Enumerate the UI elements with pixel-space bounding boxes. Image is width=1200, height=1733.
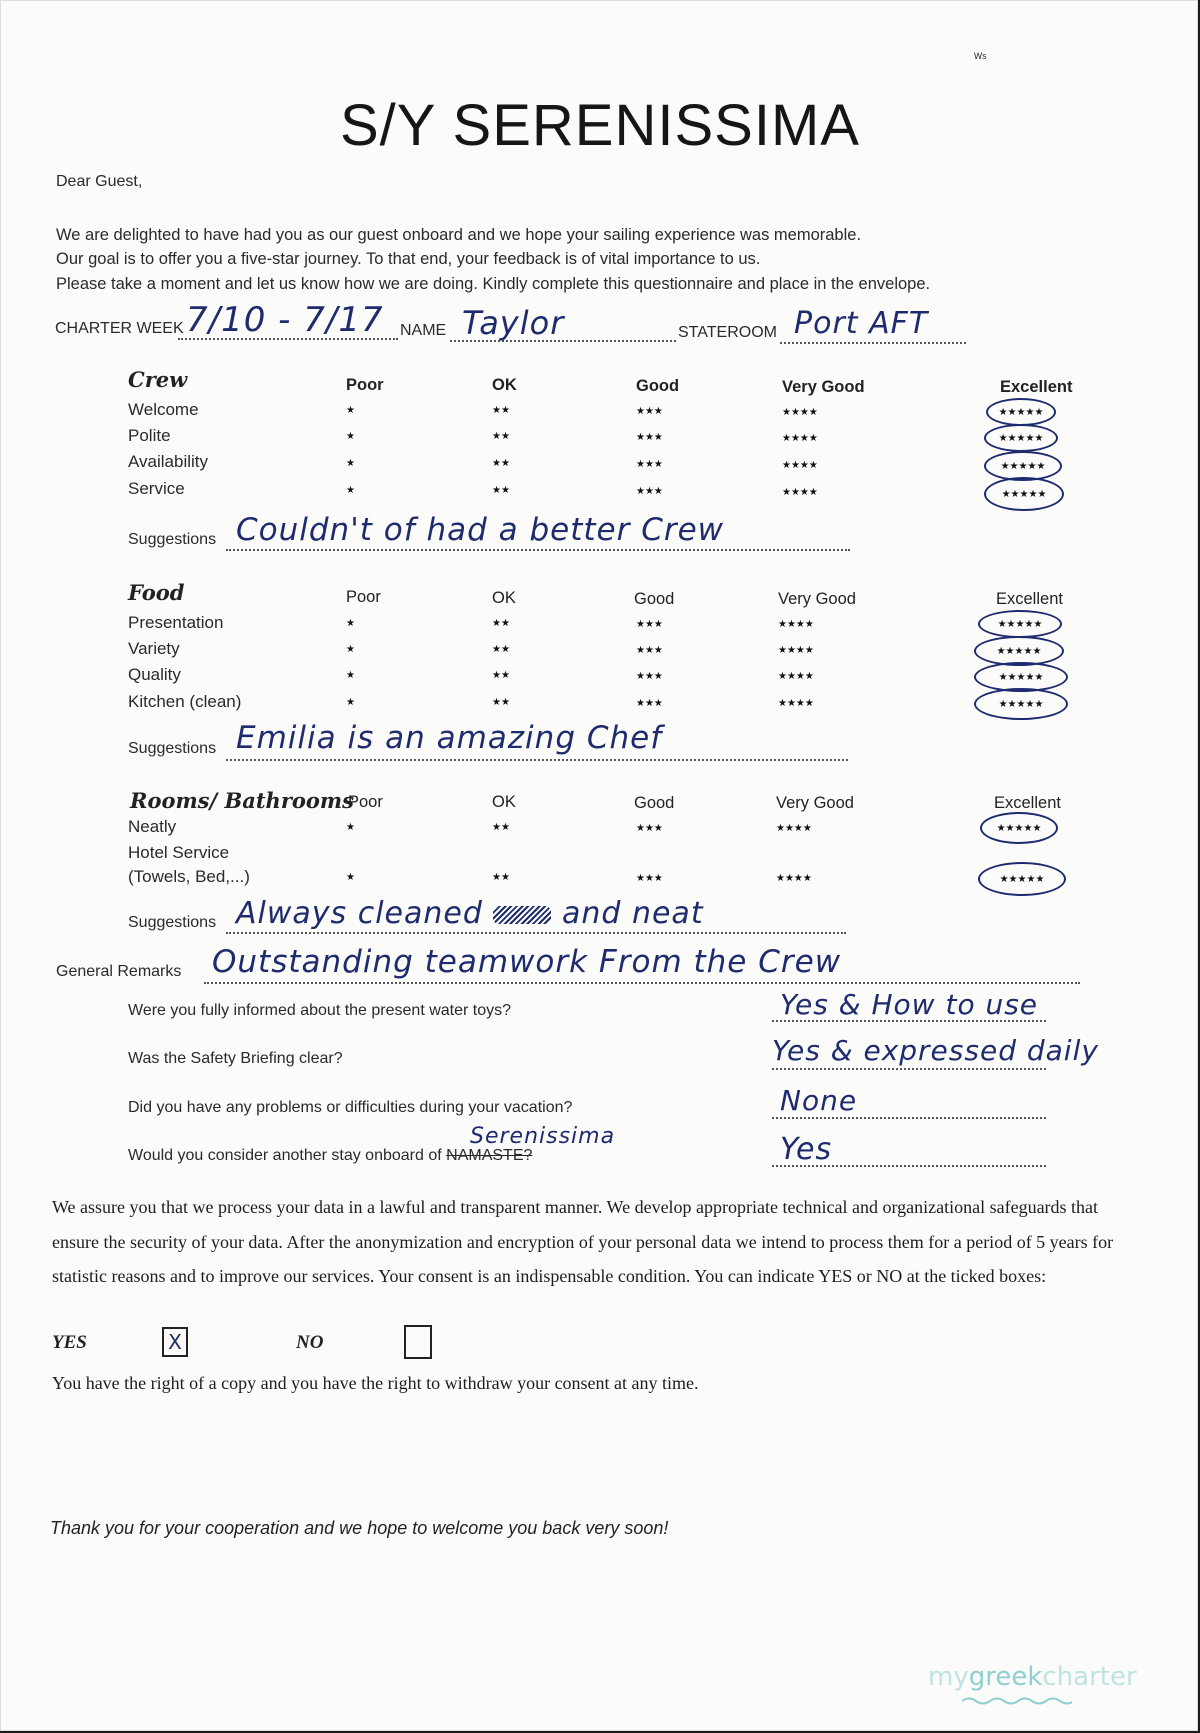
food-col-ok: OK: [492, 589, 516, 607]
stateroom-label: STATEROOM: [678, 324, 777, 341]
crew-service-poor-stars[interactable]: ★: [346, 485, 355, 496]
crew-suggestions-line: [226, 549, 850, 551]
question-stay-again-struck: NAMASTE?: [446, 1147, 533, 1164]
crew-polite-ok-stars[interactable]: ★★: [492, 431, 510, 442]
crew-availability-verygood-stars[interactable]: ★★★★: [782, 460, 818, 471]
rooms-hotel-ok-stars[interactable]: ★★: [492, 872, 510, 883]
crew-row-welcome: Welcome: [128, 400, 199, 419]
consent-no-checkbox[interactable]: [404, 1325, 432, 1359]
rooms-col-very-good: Very Good: [776, 794, 854, 812]
question-problems: Did you have any problems or difficulties during your vacation?: [128, 1099, 573, 1116]
corner-mark: ᵂˢ: [974, 50, 987, 65]
rooms-suggestions-value[interactable]: [236, 896, 704, 931]
crew-section-title: Crew: [128, 367, 188, 392]
rooms-suggestions-value-a: Always cleaned: [236, 896, 483, 931]
food-kitchen-good-stars[interactable]: ★★★: [636, 698, 663, 709]
watermark-post: charter: [1042, 1662, 1137, 1692]
answer-safety-briefing-line: [772, 1068, 1046, 1070]
crew-service-ok-stars[interactable]: ★★: [492, 485, 510, 496]
rooms-hotel-verygood-stars[interactable]: ★★★★: [776, 873, 812, 884]
crew-welcome-excellent-selected[interactable]: ★★★★★: [986, 398, 1056, 426]
thank-you-note: Thank you for your cooperation and we hope to welcome you back very soon!: [50, 1518, 669, 1538]
question-stay-again-prefix: Would you consider another stay onboard of: [128, 1147, 442, 1164]
food-presentation-ok-stars[interactable]: ★★: [492, 618, 510, 629]
food-variety-ok-stars[interactable]: ★★: [492, 644, 510, 655]
crew-welcome-good-stars[interactable]: ★★★: [636, 406, 663, 417]
food-quality-ok-stars[interactable]: ★★: [492, 670, 510, 681]
rooms-neatly-good-stars[interactable]: ★★★: [636, 823, 663, 834]
watermark-mid: greek: [968, 1662, 1043, 1692]
rooms-neatly-poor-stars[interactable]: ★: [346, 822, 355, 833]
rooms-hotel-good-stars[interactable]: ★★★: [636, 873, 663, 884]
consent-yes-label: YES: [52, 1332, 87, 1353]
greeting: Dear Guest,: [56, 173, 143, 190]
crew-col-excellent: Excellent: [1000, 378, 1073, 396]
food-variety-excellent-selected[interactable]: ★★★★★: [974, 636, 1064, 666]
page-title: S/Y SERENISSIMA: [340, 93, 860, 158]
watermark-logo: [928, 1662, 1137, 1692]
charter-week-label: CHARTER WEEK: [55, 320, 184, 337]
rooms-row-neatly: Neatly: [128, 817, 177, 836]
food-kitchen-verygood-stars[interactable]: ★★★★: [778, 698, 814, 709]
food-suggestions-line: [226, 759, 848, 761]
intro-line-1: We are delighted to have had you as our guest onboard and we hope your sailing experience was memorable.: [56, 226, 862, 244]
rooms-col-poor: Poor: [348, 793, 383, 811]
food-presentation-good-stars[interactable]: ★★★: [636, 619, 663, 630]
crew-availability-good-stars[interactable]: ★★★: [636, 459, 663, 470]
consent-no-label: NO: [296, 1332, 324, 1353]
rooms-suggestions-value-b: and neat: [561, 896, 704, 931]
food-row-kitchen: Kitchen (clean): [128, 692, 242, 711]
crew-welcome-verygood-stars[interactable]: ★★★★: [782, 407, 818, 418]
general-remarks-value[interactable]: Outstanding teamwork From the Crew: [212, 944, 842, 980]
crew-row-availability: Availability: [128, 452, 209, 471]
scribbled-out-word: [493, 906, 551, 924]
question-stay-again-correction: Serenissima: [470, 1124, 616, 1149]
crew-availability-poor-stars[interactable]: ★: [346, 458, 355, 469]
crew-col-good: Good: [636, 377, 680, 395]
name-value[interactable]: Taylor: [462, 304, 565, 342]
crew-col-ok: OK: [492, 376, 517, 394]
crew-welcome-ok-stars[interactable]: ★★: [492, 405, 510, 416]
charter-week-value[interactable]: 7/10 - 7/17: [186, 300, 384, 340]
intro-line-3: Please take a moment and let us know how we are doing. Kindly complete this questionnaire and place in the envelope.: [56, 275, 931, 293]
rooms-neatly-ok-stars[interactable]: ★★: [492, 822, 510, 833]
watermark-pre: my: [928, 1662, 969, 1692]
food-kitchen-poor-stars[interactable]: ★: [346, 697, 355, 708]
crew-polite-verygood-stars[interactable]: ★★★★: [782, 433, 818, 444]
rooms-col-excellent: Excellent: [994, 794, 1061, 812]
crew-welcome-poor-stars[interactable]: ★: [346, 405, 355, 416]
answer-water-toys[interactable]: Yes & How to use: [780, 988, 1039, 1021]
answer-stay-again[interactable]: Yes: [780, 1132, 833, 1167]
food-row-variety: Variety: [128, 639, 180, 658]
food-quality-good-stars[interactable]: ★★★: [636, 671, 663, 682]
crew-suggestions-label: Suggestions: [128, 531, 217, 548]
rooms-neatly-verygood-stars[interactable]: ★★★★: [776, 823, 812, 834]
food-section-title: Food: [128, 580, 185, 605]
crew-service-excellent-selected[interactable]: ★★★★★: [984, 477, 1064, 511]
rooms-suggestions-label: Suggestions: [128, 914, 217, 931]
crew-suggestions-value[interactable]: Couldn't of had a better Crew: [236, 512, 725, 548]
food-quality-excellent-selected[interactable]: ★★★★★: [974, 662, 1068, 692]
question-safety-briefing: Was the Safety Briefing clear?: [128, 1050, 343, 1067]
food-row-presentation: Presentation: [128, 613, 224, 632]
general-remarks-line: [204, 982, 1080, 984]
crew-availability-excellent-selected[interactable]: ★★★★★: [984, 451, 1062, 481]
rooms-hotel-poor-stars[interactable]: ★: [346, 872, 355, 883]
food-variety-verygood-stars[interactable]: ★★★★: [778, 645, 814, 656]
food-variety-poor-stars[interactable]: ★: [346, 644, 355, 655]
stateroom-value[interactable]: Port AFT: [794, 306, 929, 341]
rooms-col-good: Good: [634, 794, 675, 812]
food-row-quality: Quality: [128, 665, 181, 684]
crew-service-good-stars[interactable]: ★★★: [636, 486, 663, 497]
food-col-poor: Poor: [346, 588, 381, 606]
answer-problems[interactable]: None: [780, 1084, 858, 1117]
question-stay-again: [128, 1147, 532, 1165]
intro-line-2: Our goal is to offer you a five-star journey. To that end, your feedback is of vital importance to us.: [56, 250, 761, 268]
rooms-section-title: Rooms/ Bathrooms: [130, 788, 354, 813]
answer-safety-briefing[interactable]: Yes & expressed daily: [772, 1034, 1099, 1067]
rooms-row-hotel-service: Hotel Service: [128, 843, 230, 862]
consent-text: We assure you that we process your data in a lawful and transparent manner. We develop appropriate technical and organizational safeguards that ensure the security of your data. After the anonymization and encryption of your personal data we intend to process them for a period of 5 years for statistic reasons and to improve our services. Your consent is an indispensable condition. You can indicate YES or NO at the ticked boxes:: [52, 1197, 1114, 1286]
crew-row-service: Service: [128, 479, 185, 498]
food-col-excellent: Excellent: [996, 590, 1063, 608]
crew-polite-poor-stars[interactable]: ★: [346, 431, 355, 442]
crew-polite-good-stars[interactable]: ★★★: [636, 432, 663, 443]
crew-service-verygood-stars[interactable]: ★★★★: [782, 487, 818, 498]
crew-availability-ok-stars[interactable]: ★★: [492, 458, 510, 469]
crew-polite-excellent-selected[interactable]: ★★★★★: [984, 424, 1058, 452]
rooms-neatly-excellent-selected[interactable]: ★★★★★: [980, 812, 1058, 844]
food-suggestions-value[interactable]: Emilia is an amazing Chef: [236, 720, 663, 756]
food-col-very-good: Very Good: [778, 590, 856, 608]
food-variety-good-stars[interactable]: ★★★: [636, 645, 663, 656]
food-suggestions-label: Suggestions: [128, 740, 217, 757]
stateroom-line: [780, 342, 966, 344]
food-quality-verygood-stars[interactable]: ★★★★: [778, 671, 814, 682]
rooms-row-towels-bed: (Towels, Bed,...): [128, 867, 250, 886]
food-quality-poor-stars[interactable]: ★: [346, 670, 355, 681]
food-presentation-poor-stars[interactable]: ★: [346, 618, 355, 629]
answer-problems-line: [772, 1117, 1046, 1119]
crew-col-very-good: Very Good: [782, 378, 865, 396]
rooms-hotel-excellent-selected[interactable]: ★★★★★: [978, 862, 1066, 896]
food-presentation-verygood-stars[interactable]: ★★★★: [778, 619, 814, 630]
crew-col-poor: Poor: [346, 376, 384, 394]
food-kitchen-ok-stars[interactable]: ★★: [492, 697, 510, 708]
food-kitchen-excellent-selected[interactable]: ★★★★★: [974, 688, 1068, 720]
rooms-suggestions-line: [226, 932, 846, 934]
rooms-col-ok: OK: [492, 793, 516, 811]
consent-rights: You have the right of a copy and you have the right to withdraw your consent at any time.: [52, 1373, 699, 1393]
general-remarks-label: General Remarks: [56, 963, 182, 980]
watermark-wave-icon: [962, 1696, 1072, 1706]
food-col-good: Good: [634, 590, 675, 608]
name-label: NAME: [400, 322, 447, 339]
crew-row-polite: Polite: [128, 426, 171, 445]
food-presentation-excellent-selected[interactable]: ★★★★★: [978, 610, 1062, 638]
consent-yes-checkbox[interactable]: X: [162, 1327, 188, 1357]
question-water-toys: Were you fully informed about the present water toys?: [128, 1002, 512, 1019]
